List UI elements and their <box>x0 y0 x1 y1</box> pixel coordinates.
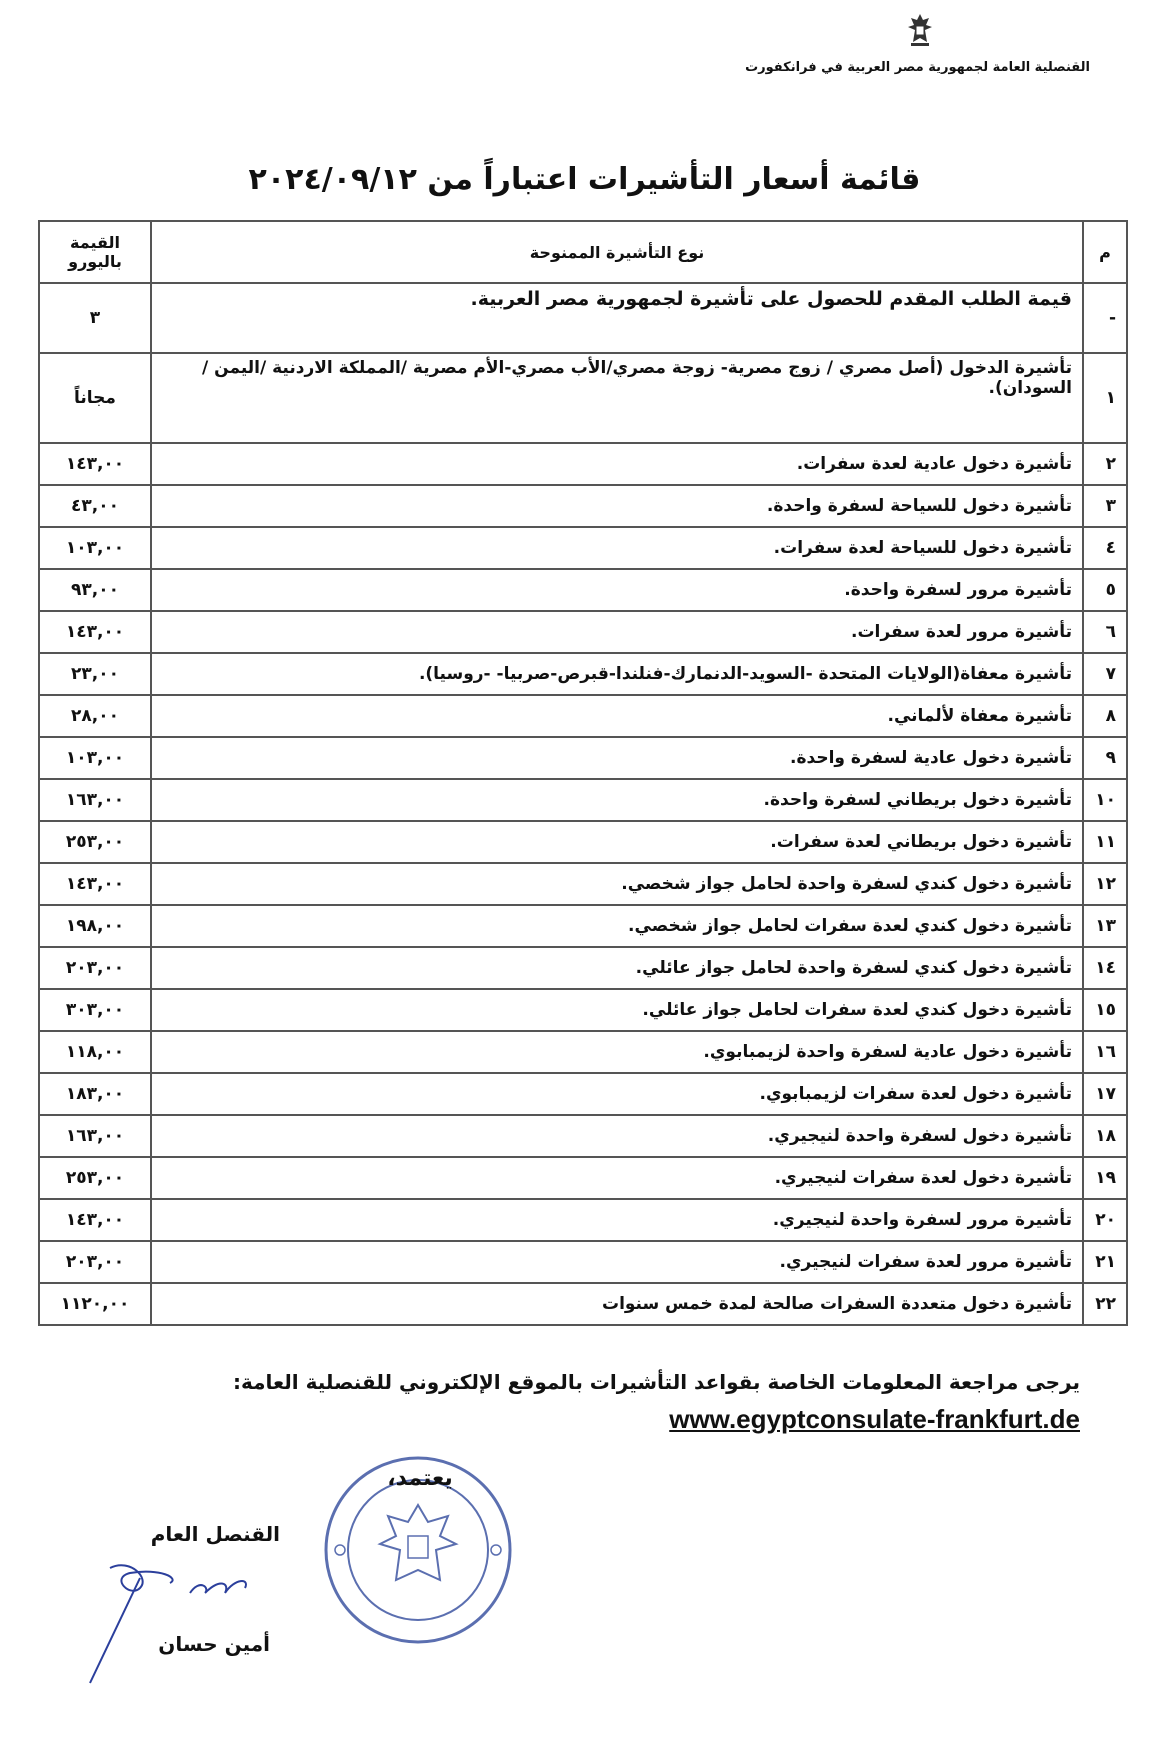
consulate-name: القنصلية العامة لجمهورية مصر العربية في فرانكفورت <box>745 60 1090 75</box>
row-description: تأشيرة معفاة(الولايات المتحدة -السويد-الدنمارك-فنلندا-قبرص-صربيا- -روسيا). <box>151 653 1083 695</box>
row-price: ٣٠٣,٠٠ <box>39 989 151 1031</box>
row-price: ١٩٨,٠٠ <box>39 905 151 947</box>
row-number: ١٠ <box>1083 779 1127 821</box>
row-number: ٩ <box>1083 737 1127 779</box>
row-description: تأشيرة مرور لعدة سفرات. <box>151 611 1083 653</box>
table-header-row <box>39 221 1127 283</box>
table-row <box>39 1283 1127 1325</box>
row-number: ٥ <box>1083 569 1127 611</box>
document-title: قائمة أسعار التأشيرات اعتباراً من ٢٠٢٤/٠٩/١٢ <box>248 162 921 197</box>
row-price: ٤٣,٠٠ <box>39 485 151 527</box>
row-price: ١٤٣,٠٠ <box>39 863 151 905</box>
row-description: تأشيرة دخول كندي لسفرة واحدة لحامل جواز شخصي. <box>151 863 1083 905</box>
row-price: ٣ <box>39 283 151 353</box>
row-number: ١٧ <box>1083 1073 1127 1115</box>
table-row <box>39 611 1127 653</box>
row-number: ١٣ <box>1083 905 1127 947</box>
application-fee-row <box>39 283 1127 353</box>
table-row <box>39 989 1127 1031</box>
signature-icon <box>70 1548 290 1688</box>
row-description: تأشيرة دخول عادية لعدة سفرات. <box>151 443 1083 485</box>
eagle-emblem-icon <box>905 12 935 48</box>
row-description: تأشيرة دخول للسياحة لسفرة واحدة. <box>151 485 1083 527</box>
row-description: قيمة الطلب المقدم للحصول على تأشيرة لجمهورية مصر العربية. <box>151 283 1083 353</box>
row-description: تأشيرة دخول للسياحة لعدة سفرات. <box>151 527 1083 569</box>
row-number: ١٨ <box>1083 1115 1127 1157</box>
header-price: القيمة باليورو <box>39 221 151 283</box>
consul-name: أمين حسان <box>158 1632 270 1656</box>
row-price: ١٤٣,٠٠ <box>39 611 151 653</box>
row-number: ٢٢ <box>1083 1283 1127 1325</box>
table-row <box>39 1199 1127 1241</box>
row-price: ١١٢٠,٠٠ <box>39 1283 151 1325</box>
row-price: ١٠٣,٠٠ <box>39 527 151 569</box>
row-description: تأشيرة دخول كندي لسفرة واحدة لحامل جواز عائلي. <box>151 947 1083 989</box>
table-row <box>39 443 1127 485</box>
row-number: - <box>1083 283 1127 353</box>
table-row <box>39 1031 1127 1073</box>
row-price: ٩٣,٠٠ <box>39 569 151 611</box>
row-description: تأشيرة دخول لسفرة واحدة لنيجيري. <box>151 1115 1083 1157</box>
table-row <box>39 353 1127 443</box>
row-description: تأشيرة دخول لعدة سفرات لزيمبابوي. <box>151 1073 1083 1115</box>
row-description: تأشيرة دخول بريطاني لعدة سفرات. <box>151 821 1083 863</box>
row-description: تأشيرة دخول متعددة السفرات صالحة لمدة خمس سنوات <box>151 1283 1083 1325</box>
table-row <box>39 1157 1127 1199</box>
row-price: ٢٥٣,٠٠ <box>39 821 151 863</box>
website-link[interactable]: www.egyptconsulate-frankfurt.de <box>669 1404 1080 1434</box>
approved-label: يعتمد، <box>387 1466 453 1491</box>
row-price: ٢٣,٠٠ <box>39 653 151 695</box>
row-number: ٨ <box>1083 695 1127 737</box>
row-price: ١١٨,٠٠ <box>39 1031 151 1073</box>
row-number: ١٦ <box>1083 1031 1127 1073</box>
row-number: ٢١ <box>1083 1241 1127 1283</box>
table-row <box>39 569 1127 611</box>
row-number: ١ <box>1083 353 1127 443</box>
row-price: ١٤٣,٠٠ <box>39 1199 151 1241</box>
row-price: مجاناً <box>39 353 151 443</box>
row-description: تأشيرة دخول لعدة سفرات لنيجيري. <box>151 1157 1083 1199</box>
row-price: ١٠٣,٠٠ <box>39 737 151 779</box>
row-price: ٢٨,٠٠ <box>39 695 151 737</box>
row-description: تأشيرة دخول كندي لعدة سفرات لحامل جواز شخصي. <box>151 905 1083 947</box>
row-number: ٤ <box>1083 527 1127 569</box>
row-price: ١٨٣,٠٠ <box>39 1073 151 1115</box>
table-row <box>39 527 1127 569</box>
row-price: ١٤٣,٠٠ <box>39 443 151 485</box>
header-visa-type: نوع التأشيرة الممنوحة <box>151 221 1083 283</box>
table-row <box>39 653 1127 695</box>
row-price: ١٦٣,٠٠ <box>39 779 151 821</box>
row-description: تأشيرة مرور لعدة سفرات لنيجيري. <box>151 1241 1083 1283</box>
row-number: ١٥ <box>1083 989 1127 1031</box>
row-description: تأشيرة الدخول (أصل مصري / زوج مصرية- زوجة مصري/الأب مصري-الأم مصرية /المملكة الاردنية /اليمن /السودان). <box>151 353 1083 443</box>
row-number: ٢٠ <box>1083 1199 1127 1241</box>
row-description: تأشيرة دخول عادية لسفرة واحدة لزيمبابوي. <box>151 1031 1083 1073</box>
table-row <box>39 947 1127 989</box>
row-number: ١٢ <box>1083 863 1127 905</box>
row-number: ١٤ <box>1083 947 1127 989</box>
row-price: ٢٠٣,٠٠ <box>39 1241 151 1283</box>
table-row <box>39 1241 1127 1283</box>
table-row <box>39 905 1127 947</box>
table-row <box>39 821 1127 863</box>
visa-fees-table <box>38 220 1128 1326</box>
header-number: م <box>1083 221 1127 283</box>
row-description: تأشيرة معفاة لألماني. <box>151 695 1083 737</box>
table-row <box>39 863 1127 905</box>
table-row <box>39 737 1127 779</box>
row-description: تأشيرة دخول بريطاني لسفرة واحدة. <box>151 779 1083 821</box>
consul-title: القنصل العام <box>150 1522 280 1546</box>
table-row <box>39 695 1127 737</box>
table-row <box>39 485 1127 527</box>
row-price: ١٦٣,٠٠ <box>39 1115 151 1157</box>
row-description: تأشيرة دخول كندي لعدة سفرات لحامل جواز عائلي. <box>151 989 1083 1031</box>
row-description: تأشيرة دخول عادية لسفرة واحدة. <box>151 737 1083 779</box>
row-number: ٢ <box>1083 443 1127 485</box>
row-description: تأشيرة مرور لسفرة واحدة لنيجيري. <box>151 1199 1083 1241</box>
footer-note: يرجى مراجعة المعلومات الخاصة بقواعد التأشيرات بالموقع الإلكتروني للقنصلية العامة: <box>232 1370 1080 1394</box>
row-description: تأشيرة مرور لسفرة واحدة. <box>151 569 1083 611</box>
row-number: ١٩ <box>1083 1157 1127 1199</box>
table-row <box>39 779 1127 821</box>
table-row <box>39 1073 1127 1115</box>
row-price: ٢٠٣,٠٠ <box>39 947 151 989</box>
row-number: ٦ <box>1083 611 1127 653</box>
table-row <box>39 1115 1127 1157</box>
row-number: ٧ <box>1083 653 1127 695</box>
row-price: ٢٥٣,٠٠ <box>39 1157 151 1199</box>
row-number: ٣ <box>1083 485 1127 527</box>
row-number: ١١ <box>1083 821 1127 863</box>
